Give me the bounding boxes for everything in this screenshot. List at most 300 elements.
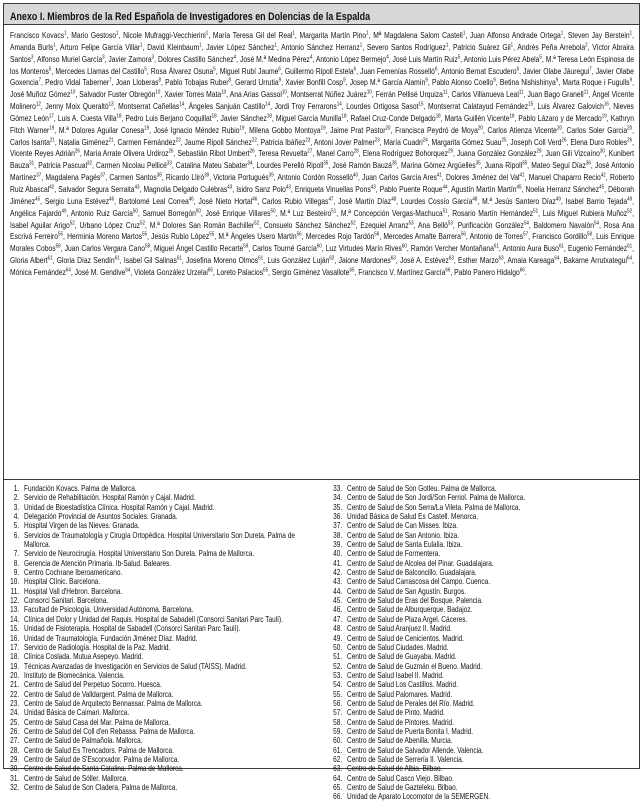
- affiliation-ref: 45: [599, 184, 605, 191]
- member-name-text: Amaia Kareaga: [507, 255, 555, 266]
- affiliation-text: Centro de Salud de Cenicientos. Madrid.: [347, 633, 465, 643]
- affiliation-text: Hospital Clínic. Barcelona.: [24, 577, 101, 587]
- affiliation-item: [8, 652, 312, 661]
- member-name: [240, 54, 312, 64]
- member-name-text: Rosario Martín Hernández: [452, 207, 534, 218]
- member-name-text: Carmen Santos: [109, 172, 157, 183]
- annex-table: [3, 3, 640, 802]
- affiliation-text: Clínica del Dolor y Unidad del Raquis. Hospital de Sabadell (Consorci Sanitari Parc Taulí).: [24, 614, 283, 624]
- member-name-text: Luis Álvarez Galovich: [537, 101, 604, 112]
- affiliation-item: [331, 783, 635, 792]
- member-name: [567, 125, 633, 135]
- affiliation-item: [331, 727, 635, 736]
- affiliation-item: [8, 727, 312, 736]
- affiliation-number: 55.: [333, 689, 343, 699]
- affiliation-number: 14.: [10, 614, 20, 624]
- affiliation-ref: 16: [603, 101, 609, 108]
- member-name-text: Antonio Aura Buso: [502, 243, 559, 254]
- affiliation-number: 1.: [13, 484, 20, 493]
- affiliation-ref: 41: [436, 172, 442, 179]
- affiliation-number: 40.: [333, 549, 343, 559]
- affiliation-item: [331, 699, 635, 708]
- affiliation-ref: 52: [627, 208, 633, 215]
- affiliation-text: Gerencia de Atención Primaria. Ib-Salud. Baleares.: [24, 558, 172, 568]
- affiliation-ref: 24: [422, 137, 428, 144]
- member-name: [367, 42, 449, 52]
- affiliations-left-column: [8, 484, 312, 792]
- affiliation-item: [331, 755, 635, 764]
- affiliation-ref: 1: [560, 30, 564, 37]
- member-name: [568, 243, 632, 253]
- affiliation-ref: 53: [408, 220, 414, 227]
- affiliation-text: Centro de Salud de Formentera.: [347, 549, 441, 559]
- affiliation-item: [8, 699, 312, 708]
- affiliation-ref: 19: [601, 113, 607, 120]
- affiliation-text: Centro de Salud de Valldargent. Palma de Mallorca.: [24, 689, 174, 699]
- member-name: [400, 255, 454, 265]
- affiliation-ref: 65: [207, 267, 213, 274]
- member-name-text: Milena Gobbo Montoya: [249, 124, 321, 135]
- member-name-text: Alfonso Muriel García: [37, 53, 103, 64]
- affiliation-number: 63.: [333, 764, 343, 774]
- affiliation-number: 61.: [333, 745, 343, 755]
- affiliation-ref: 20: [556, 125, 562, 132]
- member-name-text: Patricia Ibáñez: [260, 136, 306, 147]
- member-name-text: Jaione Mardones: [338, 255, 391, 266]
- member-name-text: Rosa Álvarez Osuna: [150, 65, 214, 76]
- affiliation-ref: 60: [316, 243, 322, 250]
- member-name-text: M.ª Dolores San Román Bachiller: [149, 219, 255, 230]
- affiliation-ref: 23: [305, 137, 311, 144]
- member-name: [510, 137, 566, 147]
- member-name-text: Ana Arias Gassol: [229, 89, 282, 100]
- member-name: [221, 113, 272, 123]
- affiliation-ref: 51: [442, 208, 448, 215]
- member-name-text: Mercedes Arnalte Barrera: [383, 231, 461, 242]
- affiliation-number: 17.: [10, 642, 20, 652]
- member-name: [360, 66, 437, 76]
- member-name-text: Carlos Isanta: [10, 136, 50, 147]
- affiliation-ref: 1: [53, 42, 56, 49]
- member-name-text: Antonio Ruiz García: [70, 207, 133, 218]
- member-name-text: Urbano López Cruz: [79, 219, 141, 230]
- member-name-text: Esther Marzo: [458, 255, 499, 266]
- member-name-text: Francisco V. Martínez García: [358, 266, 446, 277]
- affiliation-item: [8, 624, 312, 633]
- member-name-text: Lourdes Perelló Ripoll: [256, 160, 324, 171]
- member-name: [96, 160, 172, 170]
- member-name-text: Juan Bago Granell: [527, 89, 584, 100]
- member-name-text: Luis González Luján: [267, 255, 330, 266]
- member-name-text: Miguel Ángel Castillo Recarte: [153, 243, 244, 254]
- affiliation-text: Centro de Salud Carrascosa del Campo. Cuenca.: [347, 577, 491, 587]
- member-name-text: Antonio Luis Pérez Abela: [463, 53, 540, 64]
- affiliation-ref: 50: [195, 208, 201, 215]
- member-name: [487, 125, 561, 135]
- member-name-text: Luis Enrique Morales Cobos: [10, 231, 634, 254]
- affiliation-ref: 8: [228, 78, 231, 85]
- member-name: [45, 172, 105, 182]
- member-name: [258, 148, 312, 158]
- member-name-text: Ana Belló: [418, 219, 448, 230]
- member-name: [360, 220, 413, 230]
- member-name-text: Catalina Mateu Sabater: [175, 160, 248, 171]
- member-name: [60, 42, 143, 52]
- member-name-text: Francisca Peydró de Moya: [395, 124, 478, 135]
- member-name: [116, 77, 161, 87]
- member-name-text: José M.ª Medina Pérez: [239, 53, 310, 64]
- affiliation-item: [331, 792, 635, 801]
- member-name-text: José Ramón Bauzá: [332, 160, 392, 171]
- member-name-text: Noelia Herranz Sánchez: [525, 183, 600, 194]
- affiliation-text: Centro de Salud de Alcolea del Pinar. Guadalajara.: [347, 558, 494, 568]
- member-name: [206, 208, 276, 218]
- member-name-text: Eugenio Fernández: [567, 243, 628, 254]
- affiliation-ref: 18: [435, 113, 441, 120]
- affiliation-number: 2.: [13, 493, 20, 503]
- member-name: [380, 184, 448, 194]
- member-name: [411, 243, 499, 253]
- member-name: [10, 137, 55, 147]
- affiliation-ref: 35: [391, 160, 397, 167]
- member-name-text: Ramón Vercher Montañana: [410, 243, 494, 254]
- affiliation-text: Unidad de Traumatología. Fundación Jiménez Díaz. Madrid.: [24, 633, 198, 643]
- affiliation-ref: 1: [629, 30, 633, 37]
- member-name: [10, 267, 71, 277]
- member-name: [316, 54, 389, 64]
- affiliation-text: Centro de Salud de Perales del Río. Madrid.: [347, 698, 475, 708]
- affiliation-text: Unidad Básica de Salud Es Castell. Menorca.: [347, 512, 479, 522]
- member-name-text: Xavier Bonfill Cosp: [285, 77, 344, 88]
- affiliation-ref: 39: [268, 172, 274, 179]
- member-name-text: Lourdes Ortigosa Sasot: [346, 101, 419, 112]
- affiliation-ref: 46: [188, 196, 194, 203]
- member-name-text: Ezequiel Arranz: [360, 219, 409, 230]
- affiliation-item: [8, 512, 312, 521]
- affiliation-ref: 52: [69, 220, 75, 227]
- member-name-text: Enriqueta Vinuellas Pons: [294, 183, 371, 194]
- member-name: [275, 101, 342, 111]
- member-name: [218, 231, 301, 241]
- affiliation-ref: 26: [74, 149, 80, 156]
- affiliation-item: [331, 531, 635, 540]
- affiliation-ref: 46: [109, 196, 115, 203]
- member-name: [532, 231, 592, 241]
- member-name-text: Juana Ripoll: [484, 160, 523, 171]
- member-name-text: Miguel García Munilla: [275, 112, 342, 123]
- affiliation-ref: 25: [501, 137, 507, 144]
- member-name-text: Ricardo Lliró: [165, 172, 205, 183]
- member-name-text: Agustín Martín Martín: [451, 183, 517, 194]
- affiliation-text: Centro de Salud Es Trencadors. Palma de Mallorca.: [24, 745, 174, 755]
- member-name: [564, 255, 632, 265]
- affiliation-ref: 64: [627, 255, 633, 262]
- affiliation-item: [8, 493, 312, 502]
- member-name: [58, 113, 122, 123]
- affiliation-ref: 1: [366, 30, 369, 37]
- member-name: [482, 196, 561, 206]
- member-name: [177, 148, 254, 158]
- members-paragraph: Francisco Kovacs$^1$, Mario Gestoso$^1$, Nicole Mufraggi-Vecchierini$^1$, María Teresa Gil del Real$^1$, Margarita Martín Pino$^1$, Mª Magdalena Salom Castell$^1$, Juan Alfonso Andrade Ortega$^1$, Steven Jay Berstein$^1$, Amanda Burls$^1$, Arturo Felipe García Villar$^1$, David Kleinbaum$^1$, Javier López Sánchez$^1$, Antonio Sánchez Herranz$^1$, Severo Santos Rodríguez$^1$, Patricio Suárez Gil$^1$, Andrés Peña Arrebola$^2$, Víctor Abraira Santos$^3$, Alfonso Muriel García$^3$, Javier Zamora$^3$, Dolores Castillo Sánchez$^4$, José M.ª Medina Pérez$^4$, Antonio López Bermejo$^4$, José Luis Martín Ruiz$^5$, Antonio Luis Pérez Abela$^5$, M.ª Teresa León Espinosa de los Monteros$^5$, Mercedes Llamas del Castillo$^5$, Rosa Álvarez Osuna$^5$, Miguel Rubí Jaume$^6$, Guillermo Ripoll Estela$^6$, Juan Femenías Rosselló$^6$, Antonio Bernat Escudero$^6$, Javier Olabe Jáuregui$^7$, Javier Olabe Goxencia$^7$, Pedro Vidal Taberner$^7$, Joan Lloberas$^8$, Pablo Tobajas Ruber$^8$, Gerard Urrutia$^9$, Xavier Bonfill Cosp$^9$, Josep M.ª García Alamín$^9$, Pablo Alonso Coello$^9$, Betina Nishishinya$^9$, Marta Roque i Fugulls$^9$, José Muñoz Gómez$^{10}$, Salvador Fuster Obregón$^{10}$, Xavier Torres Mata$^{10}$, Ana Arias Gassol$^{10}$, Montserrat Núñez Juárez$^{10}$, Ferrán Pellisé Urquiza$^{11}$, Carlos Villanueva Leal$^{11}$, Juan Bago Granell$^{11}$, Ángel Vicente Molinero$^{12}$, Jenny Moix Queraltó$^{13}$, Montserrat Cañellas$^{14}$, Ángeles Sanjuán Castillo$^{14}$, Jordi Troy Ferrarons$^{14}$, Lourdes Ortigosa Sasot$^{15}$, Montserrat Calatayud Fernández$^{15}$, Luis Álvarez Galovich$^{16}$, Nieves Gómez León$^{17}$, Luis A. Cuesta Villa$^{18}$, Pedro Luis Berjano Coquillat$^{18}$, Javier Sánchez$^{18}$, Miguel García Munilla$^{18}$, Rafael Cruz-Conde Delgado$^{18}$, Marta Guillén Vicente$^{18}$, Pablo Lázaro y de Mercado$^{19}$, Kathryn Fitch Warner$^{19}$, M.ª Dolores Aguilar Conesa$^{19}$, José Ignacio Méndez Rubio$^{19}$, Milena Gobbo Montoya$^{19}$, Jaime Prat Pastor$^{20}$, Francisca Peydró de Moya$^{20}$, Carlos Atienza Vicente$^{20}$, Carlos Soler Garcia$^{20}$, Carlos Isanta$^{21}$, Natalia Giménez$^{21}$, Carmen Fernández$^{22}$, Jaume Ripoll Sánchez$^{22}$, Patricia Ibáñez$^{23}$, Antoni Jover Palmer$^{23}$, María Cuadri$^{24}$, Margarita Gómez Suau$^{25}$, Joseph Coll Verd$^{26}$, Elena Duro Robles$^{26}$, Vicente Reyes Adrián$^{26}$, María Arrate Olivera Urdiroz$^{26}$, Sebastián Ribot Umbert$^{26}$, Teresa Revuelta$^{27}$, Manel Carro$^{28}$, Elena Rodríguez Bohorquez$^{29}$, Juana González González$^{29}$, Juan Gili Vizcaíno$^{30}$, Kunibert Bauza$^{31}$, Patricia Pascual$^{32}$, Carmen Nicolau Pellicé$^{33}$, Catalina Mateu Sabater$^{34}$, Lourdes Perelló Ripoll$^{35}$, José Ramón Bauzá$^{35}$, Marina Gómez Argüelles$^{35}$, Juana Ripoll$^{35}$, Mateo Seguí Díaz$^{36}$, José Antonio Martínez$^{37}$, Magdalena Pagés$^{37}$, Carmen Santos$^{38}$, Ricardo Lliró$^{39}$, Victoria Portugués$^{39}$, Antonio Cordón Rosselló$^{40}$, Juan Carlos García Ares$^{41}$, Dolores Jiménez del Val$^{41}$, Manuel Chaparro Recio$^{42}$, Roberto Ruiz Abascal$^{42}$, Salvador Segura Serraita$^{43}$, Magnolia Delgado Culebras$^{43}$, Isidro Sanz Polo$^{43}$, Enriqueta Vinuellas Pons$^{43}$, Pablo Puente Roque$^{44}$, Agustín Martín Martín$^{45}$, Noelia Herranz Sánchez$^{45}$, Déborah Jiménez$^{45}$, Sergio Luna Estévez$^{46}$, Bartolomé Leal Correa$^{46}$, José Nieto Hortal$^{46}$, Carlos Rubio Villegas$^{47}$, José Martín Díaz$^{48}$, Lourdes Cossío García$^{48}$, M.ª Jesús Santero Díaz$^{49}$, Isabel Barrio Tejada$^{49}$, Angélica Fajardo$^{49}$, Antonio Ruiz García$^{50}$, Samuel Borregón$^{50}$, José Enrique Villares$^{50}$, M.ª Luz Besteiro$^{51}$, M.ª Concepción Vergas-Machuca$^{51}$, Rosario Martín Hernández$^{51}$, Luis Miguel Rubiera Muñoz$^{52}$, Isabel Aguilar Arigo$^{52}$, Urbano López Cruz$^{52}$, M.ª Dolores San Román Bachiller$^{52}$, Consuelo Sánchez Sánchez$^{52}$, Ezequiel Arranz$^{53}$, Ana Belló$^{53}$, Purificación González$^{54}$, Baldomero Navalón$^{54}$, Rosa Ana Escrivá Ferreiro$^{55}$, Herminia Moreno Martos$^{55}$, Jesús Rubio López$^{55}$, M.ª Ángeles Usero Martín$^{56}$, Mercedes Rojo Tardón$^{56}$, Mercedes Arnalte Barrera$^{56}$, Antonio de Torres$^{57}$, Francisco Gordillo$^{58}$, Luis Enrique Morales Cobos$^{58}$, Juan Carlos Vergara Cano$^{58}$, Miguel Ángel Castillo Recarte$^{59}$, Carlos Tourné García$^{60}$, Luz Virtudes Marín Rives$^{60}$, Ramón Vercher Montañana$^{61}$, Antonio Aura Buso$^{61}$, Eugenio Fernández$^{61}$, Gloria Albert$^{61}$, Gloria Díaz Sendín$^{61}$, Isabel Gil Salinas$^{61}$, Josefina Moreno Olmos$^{61}$, Luis González Luján$^{62}$, Jaione Mardones$^{63}$, José A. Estévez$^{63}$, Esther Marzo$^{63}$, Amaia Kareaga$^{64}$, Bakarne Arrutxategui$^{64}$, Mónica Fernández$^{64}$, José M. Gendive$^{64}$, Violeta González Urzelai$^{65}$, Loreto Palacios$^{65}$, Sergio Giménez Vasallote$^{65}$, Francisco V. Martínez García$^{66}$, Pablo Panero Hidalgo$^{66}$.: [10, 30, 634, 277]
- member-name-text: Víctor Abraira Santos: [10, 41, 634, 64]
- member-name: [10, 89, 75, 99]
- member-name: [529, 172, 606, 182]
- affiliation-ref: 6: [516, 66, 520, 73]
- affiliation-ref: 1: [462, 30, 466, 37]
- affiliation-ref: 37: [100, 172, 106, 179]
- member-name: [71, 208, 138, 218]
- affiliation-ref: 15: [528, 101, 534, 108]
- member-name-text: Pedro Luis Berjano Coquillat: [125, 112, 212, 123]
- affiliation-text: Centro de Salud de Santa Catalina. Palma de Mallorca.: [24, 764, 184, 774]
- affiliation-ref: 55: [209, 232, 215, 239]
- member-name: [10, 148, 80, 158]
- affiliation-text: Centro de Salud de Pintores. Madrid.: [347, 717, 454, 727]
- affiliation-ref: 8: [158, 78, 162, 85]
- affiliation-number: 6.: [13, 530, 20, 540]
- affiliation-text: Centro Cochrane Iberoamericano.: [24, 568, 123, 578]
- member-name-text: Elena Rodríguez Bohorquez: [362, 148, 448, 159]
- affiliation-text: Centro de Salud de Puerta Bonita I. Madrid.: [347, 726, 474, 736]
- affiliation-ref: 4: [233, 54, 237, 61]
- member-name: [38, 160, 92, 170]
- member-name-text: Margarita Gómez Suau: [431, 136, 502, 147]
- member-name: [252, 243, 322, 253]
- affiliation-number: 59.: [333, 726, 343, 736]
- member-name-text: Pedro Vidal Taberner: [45, 77, 110, 88]
- affiliation-item: [8, 634, 312, 643]
- member-name: [568, 30, 632, 40]
- affiliation-ref: 42: [600, 172, 606, 179]
- affiliation-ref: 49: [61, 208, 67, 215]
- affiliation-ref: 32: [86, 160, 92, 167]
- affiliation-ref: 41: [519, 172, 525, 179]
- member-name: [276, 113, 347, 123]
- affiliation-number: 7.: [13, 549, 20, 559]
- member-name-text: Montserrat Núñez Juárez: [290, 89, 367, 100]
- affiliation-ref: 43: [370, 184, 376, 191]
- affiliation-number: 20.: [10, 670, 20, 680]
- affiliation-item: [8, 615, 312, 624]
- affiliation-number: 24.: [10, 708, 20, 718]
- member-name-text: Salvador Segura Serraita: [58, 183, 135, 194]
- affiliation-ref: 43: [227, 184, 233, 191]
- member-name: [316, 148, 358, 158]
- affiliation-ref: 18: [509, 113, 515, 120]
- member-name: [306, 231, 379, 241]
- affiliation-ref: 52: [254, 220, 260, 227]
- member-name-text: José Enrique Villares: [205, 207, 271, 218]
- affiliation-ref: 50: [270, 208, 276, 215]
- affiliation-text: Centro de Salud de S'Escorxador. Palma de Mallorca.: [24, 754, 180, 764]
- member-name-text: Dolores Jiménez del Val: [446, 172, 520, 183]
- affiliation-ref: 63: [448, 255, 454, 262]
- member-name: [166, 172, 209, 182]
- affiliation-number: 50.: [333, 642, 343, 652]
- member-name-text: Juan Femenías Rosselló: [360, 65, 435, 76]
- member-name-text: Isidro Sanz Polo: [236, 183, 286, 194]
- affiliation-text: Centro de Salud de Pinto. Madrid.: [347, 708, 445, 718]
- member-name-text: Elena Duro Robles: [570, 136, 628, 147]
- affiliation-item: [8, 484, 312, 493]
- affiliation-ref: 64: [65, 267, 71, 274]
- member-name-text: Ferrán Pellisé Urquiza: [375, 89, 443, 100]
- member-name-text: Salvador Fuster Obregón: [79, 89, 156, 100]
- member-name-text: Jaume Ripoll Sánchez: [184, 136, 252, 147]
- affiliation-ref: 10: [221, 89, 227, 96]
- member-name-text: M.ª Dolores Aguilar Conesa: [58, 124, 145, 135]
- affiliation-ref: 43: [285, 184, 291, 191]
- member-name: [441, 66, 519, 76]
- member-name: [470, 231, 528, 241]
- affiliation-ref: 47: [328, 196, 334, 203]
- member-name-text: Sebastián Ribot Umbert: [177, 148, 250, 159]
- member-name: [165, 77, 231, 87]
- member-name: [285, 66, 356, 76]
- affiliation-ref: 11: [583, 89, 589, 96]
- member-name-text: Magdalena Pagés: [45, 172, 101, 183]
- member-name: [350, 77, 428, 87]
- affiliation-text: Servicio de Rehabilitación. Hospital Ramón y Cajal. Madrid.: [24, 493, 196, 503]
- member-name: [84, 148, 174, 158]
- affiliation-ref: 56: [374, 232, 380, 239]
- member-name-text: Javier López Sánchez: [206, 41, 275, 52]
- affiliation-text: Centro de Salud del Coll d'en Rebassa. Palma de Mallorca.: [24, 726, 196, 736]
- affiliation-ref: 46: [252, 196, 258, 203]
- affiliation-ref: 26: [249, 149, 255, 156]
- affiliation-text: Centro de Salud Palomares. Madrid.: [347, 689, 453, 699]
- member-name-text: Javier Olabe Jáuregui: [523, 65, 590, 76]
- member-name-text: Carlos Tourné García: [252, 243, 317, 254]
- affiliation-text: Centro de Salud de Balconcillo. Guadalajara.: [347, 568, 477, 578]
- member-name-text: Joan Lloberas: [115, 77, 159, 88]
- affiliation-ref: 18: [116, 113, 122, 120]
- affiliation-item: [331, 652, 635, 661]
- affiliation-text: Centro de Salud de Gazteleku. Bilbao.: [347, 783, 458, 792]
- affiliation-ref: 1: [445, 42, 449, 49]
- member-name: [458, 220, 529, 230]
- affiliation-number: 54.: [333, 680, 343, 690]
- affiliation-ref: 22: [175, 137, 181, 144]
- affiliation-ref: 31: [29, 160, 35, 167]
- affiliation-text: Centro de Salud de Guayaba. Madrid.: [347, 652, 457, 662]
- affiliation-ref: 11: [518, 89, 524, 96]
- member-name: [147, 42, 201, 52]
- affiliation-item: [8, 708, 312, 717]
- member-name: [267, 255, 334, 265]
- member-name: [376, 89, 448, 99]
- affiliation-text: Centro de Salud de Son Cladera. Palma de Mallorca.: [24, 783, 178, 792]
- affiliation-text: Centro de Salud de San Antonio. Ibiza.: [347, 530, 460, 540]
- affiliation-item: [8, 605, 312, 614]
- affiliation-item: [331, 736, 635, 745]
- affiliation-item: [8, 587, 312, 596]
- affiliation-ref: 65: [349, 267, 355, 274]
- affiliation-item: [8, 577, 312, 586]
- member-name: [534, 220, 599, 230]
- member-name: [158, 54, 236, 64]
- member-name-text: Carmen Nicolau Pellicé: [96, 160, 167, 171]
- member-name-text: Purificación González: [457, 219, 524, 230]
- affiliation-number: 11.: [10, 586, 20, 596]
- member-name: [570, 137, 632, 147]
- member-name: [45, 77, 111, 87]
- member-name: [350, 113, 440, 123]
- member-name-text: Carlos Atienza Vicente: [487, 124, 557, 135]
- affiliation-ref: 35: [323, 160, 329, 167]
- member-name-text: Antoni Jover Palmer: [313, 136, 375, 147]
- member-name-text: José Ignacio Méndez Rubio: [153, 124, 240, 135]
- affiliation-item: [331, 559, 635, 568]
- member-name-text: Pablo Lázaro y de Mercado: [518, 112, 602, 123]
- member-name: [362, 172, 442, 182]
- member-name-text: M.ª Ángeles Usero Martín: [218, 231, 297, 242]
- member-name: [59, 137, 114, 147]
- member-name-text: José A. Estévez: [399, 255, 449, 266]
- affiliation-item: [8, 671, 312, 680]
- member-name-text: Montserrat Calatayud Fernández: [428, 101, 529, 112]
- member-name: [458, 255, 504, 265]
- member-name: [134, 267, 213, 277]
- affiliation-ref: 7: [109, 78, 112, 85]
- member-name: [143, 208, 201, 218]
- affiliation-ref: 5: [48, 66, 52, 73]
- member-name: [10, 30, 67, 40]
- member-name-text: Severo Santos Rodríguez: [366, 41, 446, 52]
- affiliation-ref: 20: [627, 125, 633, 132]
- affiliation-item: [8, 662, 312, 671]
- member-name: [10, 208, 67, 218]
- member-name-text: Guillermo Ripoll Estela: [284, 65, 354, 76]
- member-name-text: Marina Gómez Argüelles: [401, 160, 476, 171]
- member-name: [330, 125, 390, 135]
- member-name-text: Isabel Gil Salinas: [123, 255, 177, 266]
- affiliation-ref: 33: [166, 160, 172, 167]
- member-name-text: Javier Sánchez: [220, 112, 267, 123]
- member-name: [432, 137, 507, 147]
- member-name: [485, 160, 527, 170]
- affiliation-ref: 4: [386, 54, 389, 61]
- affiliation-ref: 30: [599, 149, 605, 156]
- affiliations-right-column: [331, 484, 635, 802]
- affiliation-ref: 61: [47, 255, 53, 262]
- affiliation-item: [331, 624, 635, 633]
- member-name-text: Montserrat Cañellas: [118, 101, 180, 112]
- member-name: [470, 30, 563, 40]
- affiliation-ref: 63: [498, 255, 504, 262]
- member-name: [217, 267, 269, 277]
- member-name: [151, 231, 214, 241]
- affiliation-ref: 10: [70, 89, 76, 96]
- member-name-text: José Antonio Martínez: [10, 160, 634, 183]
- affiliation-item: [331, 662, 635, 671]
- member-name: [363, 148, 453, 158]
- affiliation-text: Centro de Salud Casa del Mar. Palma de Mallorca.: [24, 717, 171, 727]
- member-name: [543, 208, 632, 218]
- member-name-text: Joseph Coll Verd: [510, 136, 562, 147]
- member-name-text: Jesús Rubio López: [151, 231, 210, 242]
- member-name-text: Samuel Borregón: [142, 207, 196, 218]
- member-name: [151, 66, 216, 76]
- affiliation-ref: 10: [366, 89, 372, 96]
- affiliation-ref: 1: [140, 42, 143, 49]
- affiliation-ref: 44: [442, 184, 448, 191]
- member-name-text: Antonio de Torres: [469, 231, 524, 242]
- member-name-text: Jaime Prat Pastor: [330, 124, 386, 135]
- member-name-text: Patricia Pascual: [38, 160, 87, 171]
- member-name: [295, 184, 376, 194]
- member-name-text: Nieves Gómez León: [10, 101, 634, 123]
